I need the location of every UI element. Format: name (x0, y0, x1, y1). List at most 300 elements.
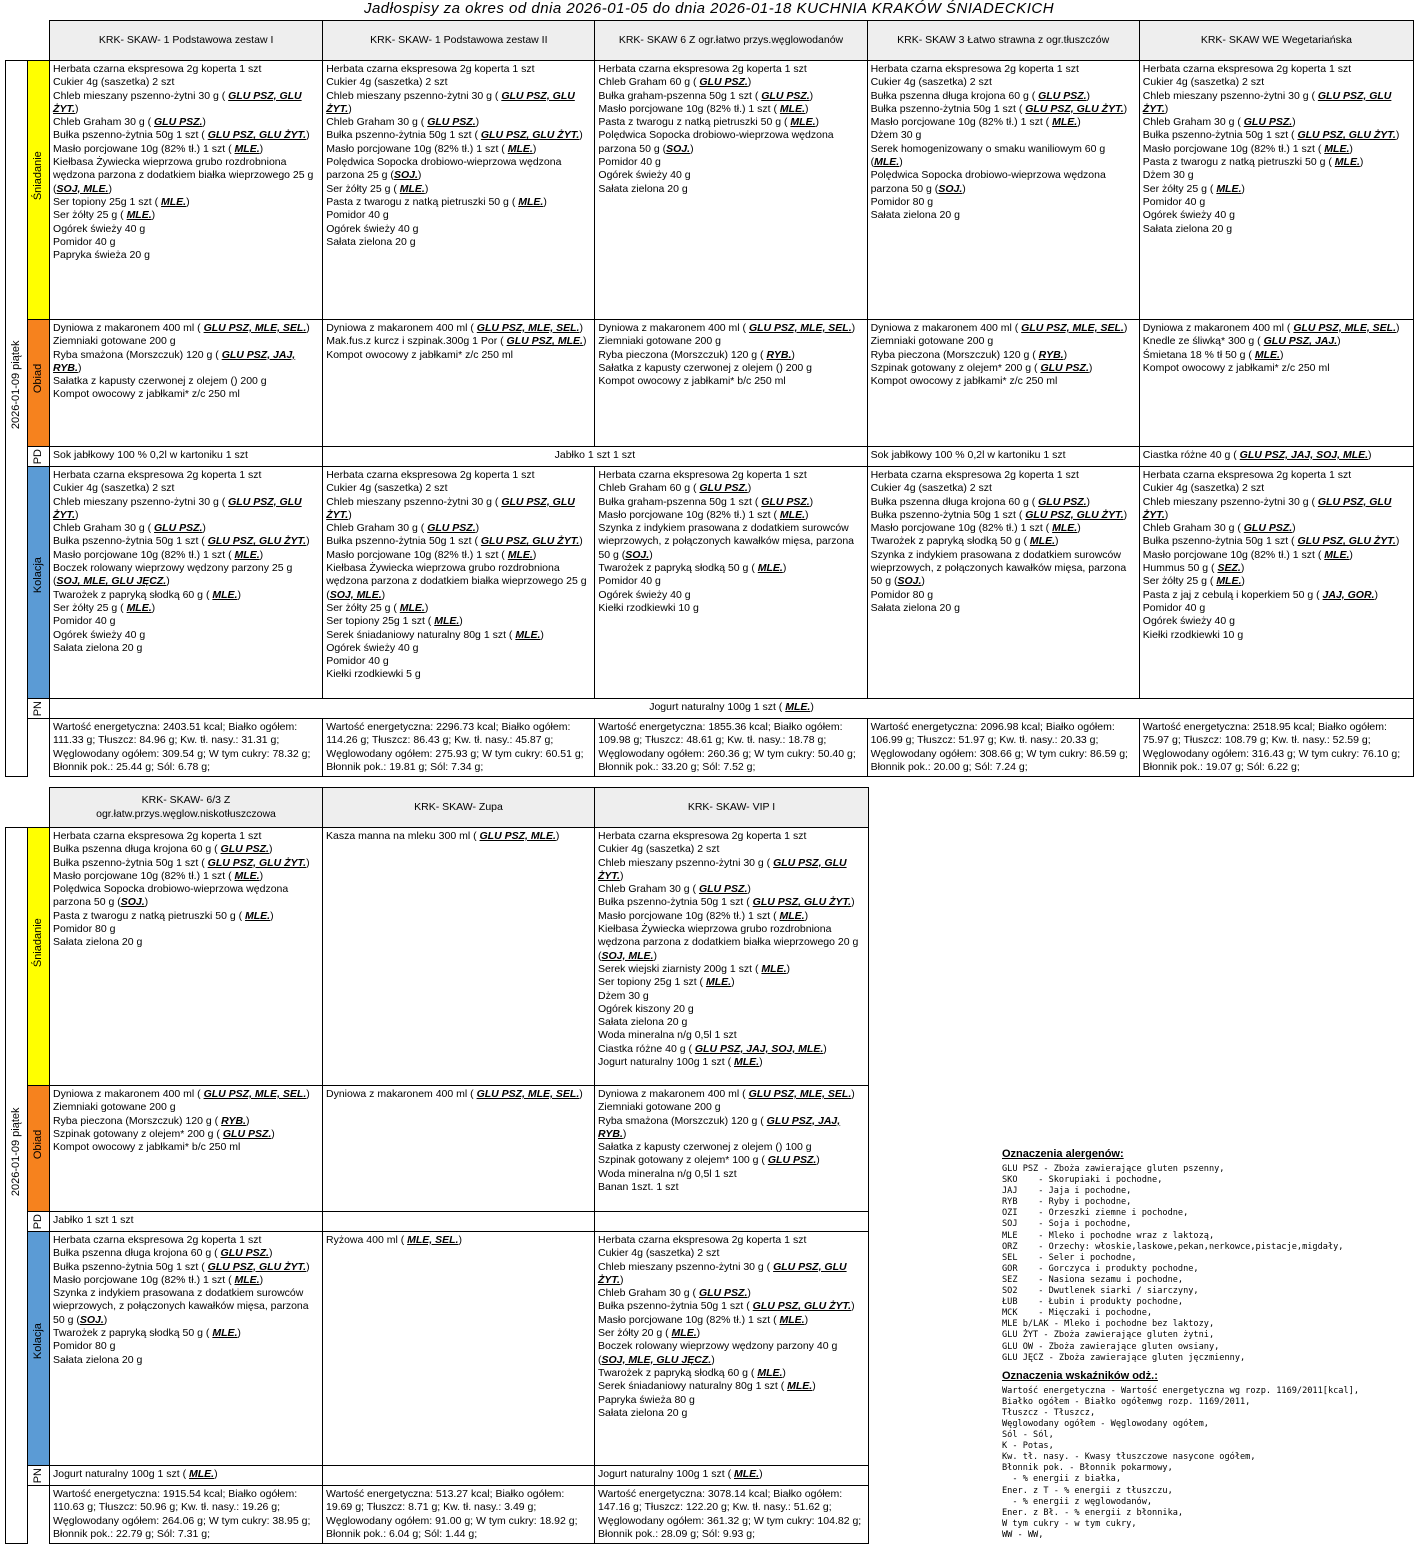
menu-item (326, 63, 591, 76)
menu-item-suffix: ) (962, 182, 966, 195)
nutrition-cell: Wartość energetyczna: 2296.73 kcal; Białko ogółem: 114.26 g; Tłuszcz: 86.43 g; Kw. tł. nasy.: 45.87 g; Węglowodany ogółem: 275.93 g; W tym cukry: 60.51 g; Błonnik pok.: 19.81 g; Sól: 7.34 g; (323, 719, 595, 777)
menu-item-suffix: ) (579, 535, 583, 548)
menu-item (53, 1128, 319, 1141)
menu-item-suffix: ) (1395, 535, 1400, 548)
allergen-codes: MLE. (1216, 182, 1242, 195)
menu-item (598, 76, 863, 89)
allergen-codes: GLU PSZ. (427, 116, 476, 129)
legend-line: Węglowodany ogółem - Węglowodany ogółem, (1002, 1418, 1209, 1429)
allergen-codes: SOJ. (938, 182, 963, 195)
menu-item (871, 589, 1136, 602)
menu-item (871, 76, 1136, 89)
menu-item-text: Bułka pszenno-żytnia 50g 1 szt ( (53, 856, 208, 869)
menu-item-text: Polędwica Sopocka drobiowo-wieprzowa wędzona parzona 50 g ( (598, 129, 834, 155)
allergen-codes: GLU PSZ, GLU ŻYT. (207, 856, 307, 869)
menu-item (326, 449, 863, 462)
menu-item-suffix: ) (458, 1234, 462, 1246)
allergen-codes: GLU PSZ. (761, 89, 810, 102)
menu-item-text: Ogórek świeży 40 g (598, 588, 691, 601)
legend-line: SEL - Seler i pochodne, (1002, 1252, 1137, 1263)
allergen-codes: MLE. (434, 615, 460, 628)
menu-item-suffix: ) (851, 322, 856, 334)
menu-item-suffix: ) (1077, 522, 1081, 535)
menu-item-suffix: ) (348, 508, 352, 521)
breakfast-row (6, 61, 1414, 320)
indicators-list (1002, 1386, 1416, 1541)
allergen-codes: MLE. (126, 601, 152, 614)
allergen-codes: MLE. (507, 548, 533, 561)
menu-item (326, 236, 591, 249)
menu-item-text: Herbata czarna ekspresowa 2g koperta 1 szt (870, 63, 1079, 75)
allergen-codes: GLU PSZ, GLU ŻYT. (1297, 535, 1396, 548)
menu-item (326, 629, 591, 642)
menu-item-suffix: ) (151, 209, 156, 222)
menu-item-suffix: ) (268, 1247, 273, 1260)
menu-item (326, 223, 591, 236)
legend-line: SOJ - Soja i pochodne, (1002, 1219, 1132, 1230)
legend-line: Kw. tł. nasy. - Kwasy tłuszczowe nasycone ogółem, (1002, 1452, 1256, 1463)
menu-item (871, 522, 1136, 535)
menu-item-suffix: ) (921, 575, 925, 588)
menu-item-text: Dyniowa z makaronem 400 ml ( (53, 1088, 204, 1100)
legend-line: GLU JĘCZ - Zboża zawierające gluten jęczmienny, (1002, 1352, 1246, 1363)
menu-item (53, 549, 319, 562)
menu-cell (867, 467, 1139, 699)
allergen-codes: MLE. (212, 588, 238, 601)
menu-item-text: Ryżowa 400 ml ( (326, 1234, 408, 1246)
menu-item-text: Herbata czarna ekspresowa 2g koperta 1 szt (870, 469, 1079, 481)
menu-item-text: Masło porcjowane 10g (82% tł.) 1 szt ( (326, 142, 508, 155)
allergens-list (1002, 1164, 1416, 1364)
menu-item (326, 76, 591, 89)
meal-label-snack: PD (28, 1212, 50, 1232)
menu-item-text: Bułka pszenno-żytnia 50g 1 szt ( (870, 102, 1026, 115)
allergen-codes: MLE. (234, 548, 260, 561)
menu-item-text: Twarożek z papryką słodką 50 g ( (53, 1327, 213, 1340)
menu-item (871, 482, 1136, 495)
menu-item (871, 535, 1136, 548)
menu-item (53, 629, 319, 642)
menu-item-suffix: ) (851, 1300, 855, 1313)
menu-cell (50, 699, 1414, 719)
snack-row (6, 447, 1414, 467)
menu-item-text: Chleb mieszany pszenno-żytni 30 g ( (53, 495, 229, 508)
menu-item (871, 322, 1136, 335)
legend-line: K - Potas, (1002, 1441, 1054, 1452)
menu-item (598, 990, 865, 1003)
menu-cell (595, 1232, 869, 1466)
menu-item-text: Bułka pszenna długa krojona 60 g ( (870, 89, 1039, 102)
menu-item (53, 156, 319, 196)
menu-item-text: Cukier 4g (saszetka) 2 szt (53, 76, 175, 89)
allergen-codes: MLE. (1216, 575, 1242, 588)
menu-item (598, 1056, 865, 1069)
menu-item-text: Jogurt naturalny 100g 1 szt ( (649, 701, 786, 713)
allergen-codes: GLU PSZ, JAJ, RYB. (53, 348, 296, 374)
menu-item-suffix: ) (649, 548, 653, 561)
allergen-codes: GLU PSZ, GLU ŻYT. (1142, 495, 1392, 521)
allergen-codes: GLU PSZ, MLE, SEL. (1293, 322, 1397, 334)
legend-line: - % energii z węglowodanów, (1002, 1496, 1153, 1507)
allergen-codes: MLE. (1334, 156, 1360, 169)
menu-item (53, 322, 319, 335)
menu-item (598, 183, 863, 196)
menu-item-text: Chleb Graham 30 g ( (1142, 116, 1244, 129)
menu-item-text: Chleb Graham 60 g ( (598, 482, 700, 495)
allergen-codes: GLU PSZ, JAJ, RYB. (598, 1114, 841, 1140)
menu-item (598, 156, 863, 169)
menu-item (871, 90, 1136, 103)
allergen-codes: GLU PSZ. (699, 482, 748, 495)
allergen-codes: GLU PSZ. (698, 1287, 748, 1300)
allergen-codes: MLE. (515, 628, 541, 641)
menu-item (598, 1234, 865, 1247)
menu-item-text: Dżem 30 g (598, 989, 649, 1002)
menu-item-text: Hummus 50 g ( (1142, 562, 1218, 575)
menu-item-text: Herbata czarna ekspresowa 2g koperta 1 szt (598, 63, 807, 75)
menu-item-text: Chleb Graham 30 g ( (326, 116, 428, 129)
menu-item (598, 857, 865, 884)
menu-item (1143, 482, 1410, 495)
allergen-codes: GLU PSZ, GLU ŻYT. (1297, 129, 1396, 142)
menu-item (53, 910, 319, 923)
menu-item (1143, 549, 1410, 562)
menu-item-text: Pomidor 80 g (870, 588, 934, 601)
allergen-codes: GLU PSZ, MLE, SEL. (1021, 322, 1124, 334)
menu-item (598, 322, 863, 335)
allergen-codes: MLE. (399, 182, 425, 195)
menu-item-text: Bułka pszenna długa krojona 60 g ( (870, 495, 1039, 508)
menu-item-text: Masło porcjowane 10g (82% tł.) 1 szt ( (870, 116, 1053, 129)
menu-item (598, 1407, 865, 1420)
menu-item-text: Chleb mieszany pszenno-żytni 30 g ( (598, 856, 774, 869)
menu-item-text: Herbata czarna ekspresowa 2g koperta 1 szt (53, 1234, 262, 1246)
menu-item-suffix: ) (475, 116, 480, 129)
menu-item-text: Ciastka różne 40 g ( (598, 1042, 695, 1055)
allergen-codes: GLU PSZ, MLE. (479, 830, 556, 842)
allergen-codes: MLE. (399, 601, 425, 614)
allergen-codes: GLU PSZ, JAJ, SOJ, MLE. (694, 1042, 824, 1055)
menu-item-text: Bułka pszenno-żytnia 50g 1 szt ( (53, 129, 208, 142)
allergen-codes: MLE. (779, 1313, 805, 1326)
menu-item (871, 209, 1136, 222)
allergen-codes: MLE. (779, 102, 805, 115)
menu-item (1143, 589, 1410, 602)
menu-item (598, 169, 863, 182)
menu-item-suffix: ) (1395, 129, 1400, 142)
menu-item-text: Chleb mieszany pszenno-żytni 30 g ( (53, 89, 229, 102)
menu-cell (50, 1466, 323, 1486)
menu-item-text: Ziemniaki gotowane 200 g (53, 335, 176, 348)
menu-item-text: Pomidor 40 g (326, 655, 389, 668)
allergen-codes: MLE. (245, 909, 271, 922)
menu-item-text: Chleb Graham 30 g ( (53, 116, 154, 129)
menu-item (1143, 469, 1410, 482)
menu-item-suffix: ) (582, 335, 587, 348)
menu-item-suffix: ) (653, 949, 657, 962)
menu-item-text: Sałata zielona 20 g (870, 601, 960, 614)
menu-item-text: Ryba smażona (Morszczuk) 120 g ( (53, 348, 222, 361)
legend-line: WW - WW, (1002, 1529, 1044, 1540)
menu-item-text: Pomidor 40 g (1142, 601, 1206, 614)
menu-item-text: Herbata czarna ekspresowa 2g koperta 1 szt (1142, 63, 1352, 75)
menu-item (53, 1287, 319, 1327)
menu-item-suffix: ) (245, 1114, 250, 1127)
menu-item-text: Masło porcjowane 10g (82% tł.) 1 szt ( (870, 522, 1053, 535)
menu-item-suffix: ) (424, 601, 429, 614)
legend-line: Błonnik pok. - Błonnik pokarmowy, (1002, 1463, 1173, 1474)
lunch-row (6, 1086, 869, 1212)
diet-header: KRK- SKAW WE Wegetariańska (1139, 21, 1413, 61)
menu-item (598, 1088, 865, 1101)
menu-item-text: Chleb Graham 30 g ( (326, 522, 428, 535)
menu-item-suffix: ) (899, 156, 903, 169)
menu-item-text: Woda mineralna n/g 0,5l 1 szt (598, 1167, 737, 1180)
menu-item-text: Herbata czarna ekspresowa 2g koperta 1 szt (598, 830, 807, 842)
menu-item-text: Bułka pszenno-żytnia 50g 1 szt ( (598, 1300, 753, 1313)
menu-item-suffix: ) (711, 1353, 715, 1366)
allergen-codes: GLU PSZ. (1038, 89, 1087, 102)
legend (1002, 1148, 1416, 1541)
menu-item (53, 1115, 319, 1128)
menu-item-text: Bułka graham-pszenna 50g 1 szt ( (598, 89, 762, 102)
menu-item (53, 1340, 319, 1353)
late-row (6, 699, 1414, 719)
dinner-row (6, 1232, 869, 1466)
menu-item-suffix: ) (306, 535, 310, 548)
allergen-codes: MLE. (161, 195, 187, 208)
allergen-codes: GLU PSZ, GLU ŻYT. (752, 896, 852, 909)
allergen-codes: GLU PSZ. (699, 76, 748, 89)
meal-label-dinner: Kolacja (28, 467, 50, 699)
menu-item-suffix: ) (1292, 116, 1296, 129)
menu-item (53, 449, 319, 462)
menu-item (1143, 143, 1410, 156)
menu-item (598, 562, 863, 575)
legend-line: ŁUB - Łubin i produkty pochodne, (1002, 1297, 1184, 1308)
menu-item-suffix: ) (1279, 348, 1284, 361)
menu-item (53, 482, 319, 495)
menu-item-text: Pasta z twarogu z natką pietruszki 50 g ( (326, 195, 519, 208)
menu-item-suffix: ) (1359, 156, 1364, 169)
menu-table-2 (5, 787, 869, 1544)
menu-item (1143, 575, 1410, 588)
meal-label-lunch: Obiad (28, 320, 50, 447)
menu-item-suffix: ) (268, 843, 273, 856)
late-row (6, 1466, 869, 1486)
menu-item (598, 1181, 865, 1194)
allergen-codes: GLU PSZ. (154, 522, 203, 535)
menu-item-suffix: ) (782, 1366, 786, 1379)
menu-item (326, 183, 591, 196)
menu-cell (323, 61, 595, 320)
menu-item-text: Ser żółty 25 g ( (53, 601, 127, 614)
legend-line: Wartość energetyczna - Wartość energetyczna wg rozp. 1169/2011[kcal], (1002, 1385, 1359, 1396)
menu-item (1143, 629, 1410, 642)
menu-item-suffix: ) (1086, 89, 1091, 102)
allergen-codes: MLE. (234, 1273, 260, 1286)
menu-item (326, 522, 591, 535)
menu-item (598, 1115, 865, 1142)
menu-item-suffix: ) (579, 322, 583, 334)
menu-item-suffix: ) (306, 1088, 310, 1100)
menu-item (53, 90, 319, 117)
menu-cell (50, 447, 323, 467)
menu-item-text: Herbata czarna ekspresowa 2g koperta 1 szt (598, 1234, 807, 1246)
menu-item-suffix: ) (555, 830, 560, 842)
menu-item-text: Pomidor 80 g (53, 1340, 116, 1353)
menu-item-text: Dżem 30 g (1142, 169, 1194, 182)
allergens-title: Oznaczenia alergenów: (1002, 1148, 1124, 1160)
menu-item (598, 1394, 865, 1407)
allergen-codes: MLE. (1052, 116, 1078, 129)
legend-line: GOR - Gorczyca i produkty pochodne, (1002, 1263, 1199, 1274)
menu-item-suffix: ) (1123, 508, 1128, 521)
menu-item-text: Masło porcjowane 10g (82% tł.) 1 szt ( (326, 548, 508, 561)
allergen-codes: SOJ. (625, 548, 650, 561)
allergen-codes: GLU PSZ, MLE. (506, 335, 583, 348)
menu-item (53, 335, 319, 348)
menu-item (1143, 209, 1410, 222)
menu-item-text: Sok jabłkowy 100 % 0,2l w kartoniku 1 szt (870, 449, 1066, 461)
menu-item (1143, 322, 1410, 335)
menu-item (53, 615, 319, 628)
meal-label-dinner: Kolacja (28, 1232, 50, 1466)
menu-item (53, 562, 319, 589)
menu-item-text: Ogórek świeży 40 g (53, 628, 146, 641)
menu-item-text: Sałata zielona 20 g (598, 1016, 688, 1029)
allergen-codes: MLE. (189, 1468, 215, 1480)
nutrition-cell: Wartość energetyczna: 1915.54 kcal; Białko ogółem: 110.63 g; Tłuszcz: 50.96 g; Kw. tł. nasy.: 19.26 g; Węglowodany ogółem: 264.06 g; W tym cukry: 38.95 g; Błonnik pok.: 22.79 g; Sól: 7.31 g; (50, 1486, 323, 1544)
menu-item-suffix: ) (306, 129, 310, 142)
menu-item-text: Sałatka z kapusty czerwonej z olejem () 200 g (598, 361, 813, 374)
allergen-codes: GLU PSZ, MLE, SEL. (203, 322, 307, 334)
menu-item (871, 169, 1136, 196)
legend-line: Sól - Sól, (1002, 1430, 1054, 1441)
menu-cell (323, 467, 595, 699)
menu-item (53, 1088, 319, 1101)
menu-item (326, 562, 591, 602)
menu-item-text: Pomidor 40 g (326, 209, 389, 222)
menu-item (1143, 602, 1410, 615)
legend-line: RYB - Ryby i pochodne, (1002, 1197, 1132, 1208)
menu-item-text: Chleb Graham 60 g ( (598, 76, 700, 89)
menu-item-text: Woda mineralna n/g 0,5l 1 szt (598, 1029, 737, 1042)
menu-item-text: Sałata zielona 20 g (53, 641, 143, 654)
menu-item (326, 156, 591, 183)
legend-line: GLU ŻYT - Zboża zawierające gluten żytni, (1002, 1330, 1215, 1341)
legend-line: Białko ogółem - Białko ogółemwg rozp. 1169/2011, (1002, 1396, 1251, 1407)
menu-item (871, 549, 1136, 589)
allergen-codes: MLE. (1324, 142, 1350, 155)
menu-item (871, 469, 1136, 482)
menu-item (598, 90, 863, 103)
menu-item-text: Serek homogenizowany o smaku waniliowym 60 g ( (870, 142, 1106, 169)
menu-item-suffix: ) (805, 508, 809, 521)
allergen-codes: GLU PSZ. (698, 883, 748, 896)
allergen-codes: MLE. (518, 195, 544, 208)
menu-item-text: Sałata zielona 20 g (53, 1353, 143, 1366)
allergen-codes: GLU PSZ, MLE, SEL. (748, 1088, 852, 1100)
menu-item (598, 589, 863, 602)
nutrition-cell: Wartość energetyczna: 2518.95 kcal; Białko ogółem: 75.97 g; Tłuszcz: 108.79 g; Kw. tł. nasy.: 52.59 g; Węglowodany ogółem: 316.43 g; W tym cukry: 76.10 g; Błonnik pok.: 19.07 g; Sól: 6.22 g; (1139, 719, 1413, 777)
menu-item (326, 830, 591, 843)
menu-item-suffix: ) (475, 522, 480, 535)
menu-item (871, 602, 1136, 615)
allergen-codes: GLU PSZ. (220, 1247, 269, 1260)
menu-item (598, 469, 863, 482)
menu-item-suffix: ) (786, 962, 790, 975)
menu-item (598, 1367, 865, 1380)
menu-item-text: Dyniowa z makaronem 400 ml ( (326, 1088, 477, 1100)
menu-item-text: Kompot owocowy z jabłkami* b/c 250 ml (598, 375, 786, 388)
menu-item (1143, 196, 1410, 209)
menu-cell (1139, 447, 1413, 467)
menu-item (53, 1214, 319, 1227)
diet-header: KRK- SKAW- Zupa (323, 788, 595, 828)
menu-item-text: Kompot owocowy z jabłkami* b/c 250 ml (53, 1141, 241, 1154)
allergen-codes: GLU PSZ, GLU ŻYT. (53, 89, 302, 115)
menu-item (598, 1327, 865, 1340)
diet-header: KRK- SKAW- 6/3 Z ogr.łatw.przys.węglow.niskotłuszczowa (50, 788, 323, 828)
menu-item-text: Knedle ze śliwką* 300 g ( (1142, 335, 1264, 348)
menu-item (871, 496, 1136, 509)
allergen-codes: MLE. (779, 508, 805, 521)
menu-item-suffix: ) (1241, 575, 1245, 588)
menu-item (53, 349, 319, 376)
menu-item-text: Herbata czarna ekspresowa 2g koperta 1 szt (598, 469, 807, 481)
menu-item-text: Bułka pszenna długa krojona 60 g ( (53, 843, 221, 856)
menu-item-text: Kiełbasa Żywiecka wieprzowa grubo rozdrobniona wędzona parzona z dodatkiem białka wieprzowego 25 g ( (53, 156, 314, 195)
menu-item (53, 143, 319, 156)
allergen-codes: GLU PSZ. (767, 1154, 817, 1167)
legend-line: MLE - Mleko i pochodne wraz z laktozą, (1002, 1230, 1215, 1241)
menu-item-suffix: ) (815, 116, 820, 129)
menu-item-text: Kasza manna na mleku 300 ml ( (326, 830, 480, 842)
menu-cell (595, 1466, 869, 1486)
menu-item (326, 322, 591, 335)
menu-item (1143, 223, 1410, 236)
menu-item-text: Ser topiony 25g 1 szt ( (326, 615, 435, 628)
diet-header: KRK- SKAW 3 Łatwo strawna z ogr.tłuszczów (867, 21, 1139, 61)
menu-item (598, 1141, 865, 1154)
menu-cell (50, 828, 323, 1086)
menu-item (1143, 449, 1410, 462)
menu-item-suffix: ) (622, 1127, 627, 1140)
menu-item-text: Ogórek świeży 40 g (598, 169, 691, 182)
menu-item (53, 857, 319, 870)
menu-cell (595, 1086, 869, 1212)
menu-cell (323, 828, 595, 1086)
menu-item-text: Chleb mieszany pszenno-żytni 30 g ( (1142, 495, 1318, 508)
menu-item (598, 362, 863, 375)
menu-item-text: Jabłko 1 szt 1 szt (554, 449, 636, 461)
allergen-codes: MLE. (761, 962, 787, 975)
menu-item-suffix: ) (759, 1468, 763, 1480)
menu-item-text: Ogórek świeży 40 g (53, 222, 146, 235)
menu-item-suffix: ) (459, 615, 463, 628)
menu-item-text: Ser żółty 25 g ( (1142, 182, 1217, 195)
menu-item (598, 522, 863, 562)
menu-item-text: Cukier 4g (saszetka) 2 szt (598, 1247, 720, 1260)
menu-cell (323, 320, 595, 447)
menu-item (598, 1168, 865, 1181)
menu-item-text: Serek śniadaniowy naturalny 80g 1 szt ( (326, 628, 516, 641)
allergen-codes: MLE. (874, 156, 900, 169)
menu-item-text: Banan 1szt. 1 szt (598, 1181, 679, 1194)
menu-item-suffix: ) (103, 1313, 108, 1326)
menu-item-text: Boczek rolowany wieprzowy wędzony parzony 40 g ( (598, 1340, 838, 1366)
